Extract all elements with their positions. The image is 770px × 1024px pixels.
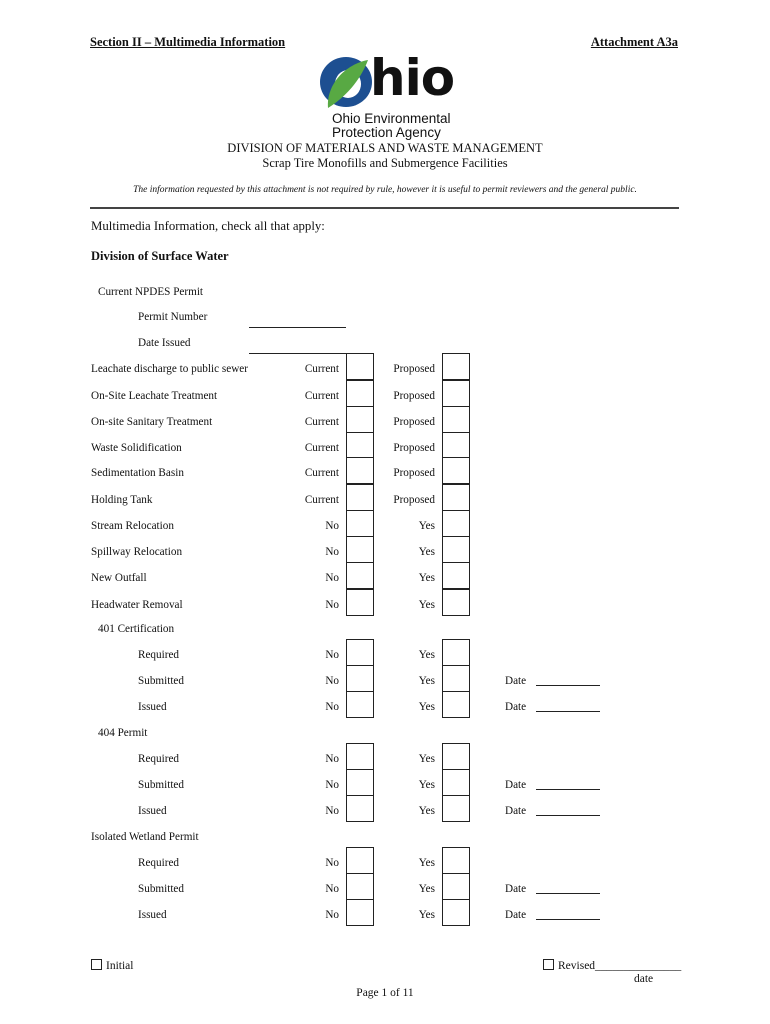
option-2-checkbox[interactable] (442, 536, 470, 563)
option-2-checkbox[interactable] (442, 380, 470, 407)
page-number: Page 1 of 11 (356, 987, 414, 999)
option-2-checkbox[interactable] (442, 743, 470, 770)
option-2-label: Proposed (393, 390, 435, 402)
option-1-checkbox[interactable] (346, 743, 374, 770)
revised-date-label: date (634, 973, 654, 985)
row-label: Submitted (138, 779, 184, 791)
row-label: Submitted (138, 883, 184, 895)
option-1-checkbox[interactable] (346, 847, 374, 874)
intro-text: Multimedia Information, check all that apply: (91, 219, 325, 233)
option-1-label: No (325, 546, 339, 558)
option-1-checkbox[interactable] (346, 562, 374, 589)
option-1-label: No (325, 572, 339, 584)
option-1-label: No (325, 675, 339, 687)
option-2-checkbox[interactable] (442, 562, 470, 589)
date-field[interactable] (536, 919, 600, 920)
option-1-label: Current (304, 442, 339, 454)
option-1-label: No (325, 857, 339, 869)
row-label: Leachate discharge to public sewer (91, 363, 248, 375)
option-2-checkbox[interactable] (442, 665, 470, 692)
date-field[interactable] (536, 815, 600, 816)
row-label: Required (138, 753, 180, 765)
revised-label: Revised_______________ (558, 960, 682, 972)
option-1-label: No (325, 753, 339, 765)
option-2-label: Yes (418, 649, 435, 661)
option-1-checkbox[interactable] (346, 691, 374, 718)
row-label: Stream Relocation (91, 520, 174, 532)
option-1-checkbox[interactable] (346, 769, 374, 796)
option-2-label: Yes (418, 599, 435, 611)
option-1-label: Current (304, 467, 339, 479)
option-2-label: Yes (418, 909, 435, 921)
option-1-label: Current (304, 416, 339, 428)
option-2-checkbox[interactable] (442, 899, 470, 926)
option-1-label: No (325, 779, 339, 791)
date-label: Date (505, 675, 527, 687)
option-1-checkbox[interactable] (346, 639, 374, 666)
option-1-checkbox[interactable] (346, 795, 374, 822)
option-1-label: No (325, 599, 339, 611)
option-2-checkbox[interactable] (442, 432, 470, 459)
date-field[interactable] (536, 893, 600, 894)
section-heading: Division of Surface Water (91, 249, 229, 263)
ohio-o-leaf-icon (318, 54, 378, 112)
option-2-checkbox[interactable] (442, 589, 470, 616)
facility-subtitle: Scrap Tire Monofills and Submergence Facilities (262, 156, 508, 170)
option-1-label: Current (304, 363, 339, 375)
permit-number-field[interactable] (249, 327, 346, 328)
option-1-checkbox[interactable] (346, 665, 374, 692)
date-label: Date (505, 909, 527, 921)
divider (90, 207, 679, 209)
division-title: DIVISION OF MATERIALS AND WASTE MANAGEMENT (227, 141, 543, 155)
date-label: Date (505, 779, 527, 791)
row-label: Submitted (138, 675, 184, 687)
option-1-checkbox[interactable] (346, 484, 374, 511)
option-2-label: Proposed (393, 416, 435, 428)
option-1-checkbox[interactable] (346, 589, 374, 616)
option-1-label: Current (304, 494, 339, 506)
option-2-label: Yes (418, 857, 435, 869)
option-2-label: Proposed (393, 494, 435, 506)
ohio-epa-logo (318, 49, 458, 140)
option-2-label: Yes (418, 675, 435, 687)
date-label: Date (505, 701, 527, 713)
option-2-label: Proposed (393, 442, 435, 454)
option-2-checkbox[interactable] (442, 873, 470, 900)
date-issued-field[interactable] (249, 353, 346, 354)
info-note: The information requested by this attachment is not required by rule, however it is useful to permit reviewers and the general public. (133, 185, 637, 195)
row-label: New Outfall (91, 572, 147, 584)
option-2-checkbox[interactable] (442, 353, 470, 380)
row-label: Required (138, 857, 180, 869)
option-2-checkbox[interactable] (442, 691, 470, 718)
option-1-checkbox[interactable] (346, 457, 374, 484)
row-label: Required (138, 649, 180, 661)
option-1-label: No (325, 909, 339, 921)
option-2-label: Yes (418, 520, 435, 532)
option-1-checkbox[interactable] (346, 432, 374, 459)
option-1-checkbox[interactable] (346, 510, 374, 537)
row-label: Holding Tank (91, 494, 153, 506)
option-2-label: Yes (418, 805, 435, 817)
option-1-checkbox[interactable] (346, 899, 374, 926)
date-field[interactable] (536, 685, 600, 686)
agency-line-2: Protection Agency (332, 125, 441, 140)
initial-label: Initial (106, 960, 134, 972)
initial-checkbox[interactable] (91, 959, 133, 972)
row-label: Waste Solidification (91, 442, 182, 454)
attachment-label: Attachment A3a (590, 35, 678, 49)
row-label: Issued (138, 909, 167, 921)
agency-line-1: Ohio Environmental (332, 111, 451, 126)
option-2-checkbox[interactable] (442, 406, 470, 433)
date-label: Date (505, 883, 527, 895)
option-1-label: No (325, 883, 339, 895)
option-2-label: Yes (418, 753, 435, 765)
permit-number-label: Permit Number (138, 311, 208, 323)
option-1-label: No (325, 520, 339, 532)
option-1-label: Current (304, 390, 339, 402)
option-2-checkbox[interactable] (442, 639, 470, 666)
section-header: Section II – Multimedia Information (90, 35, 286, 49)
option-2-checkbox[interactable] (442, 795, 470, 822)
row-label: Issued (138, 805, 167, 817)
option-1-checkbox[interactable] (346, 380, 374, 407)
row-label: On-Site Leachate Treatment (91, 390, 218, 402)
date-field[interactable] (536, 711, 600, 712)
revised-box-icon (543, 959, 554, 970)
option-1-checkbox[interactable] (346, 873, 374, 900)
revised-checkbox[interactable] (543, 959, 681, 972)
row-label: Issued (138, 701, 167, 713)
row-label: On-site Sanitary Treatment (91, 416, 213, 428)
date-issued-label: Date Issued (138, 337, 191, 349)
option-1-checkbox[interactable] (346, 406, 374, 433)
initial-box-icon (91, 959, 102, 970)
date-field[interactable] (536, 789, 600, 790)
option-1-label: No (325, 805, 339, 817)
npdes-label: Current NPDES Permit (98, 286, 204, 298)
option-2-label: Yes (418, 883, 435, 895)
option-2-checkbox[interactable] (442, 769, 470, 796)
option-2-label: Proposed (393, 363, 435, 375)
row-label: Headwater Removal (91, 599, 183, 611)
group-title: 401 Certification (98, 623, 175, 635)
option-2-checkbox[interactable] (442, 510, 470, 537)
option-2-checkbox[interactable] (442, 457, 470, 484)
date-label: Date (505, 805, 527, 817)
option-1-checkbox[interactable] (346, 536, 374, 563)
option-2-label: Yes (418, 779, 435, 791)
row-label: Spillway Relocation (91, 546, 183, 558)
option-1-checkbox[interactable] (346, 353, 374, 380)
option-2-label: Yes (418, 701, 435, 713)
group-title: Isolated Wetland Permit (91, 831, 199, 843)
option-2-label: Yes (418, 572, 435, 584)
option-2-checkbox[interactable] (442, 484, 470, 511)
option-1-label: No (325, 649, 339, 661)
option-2-label: Proposed (393, 467, 435, 479)
option-1-label: No (325, 701, 339, 713)
option-2-checkbox[interactable] (442, 847, 470, 874)
row-label: Sedimentation Basin (91, 467, 184, 479)
logo-wordmark: hio (370, 49, 455, 107)
group-title: 404 Permit (98, 727, 148, 739)
option-2-label: Yes (418, 546, 435, 558)
